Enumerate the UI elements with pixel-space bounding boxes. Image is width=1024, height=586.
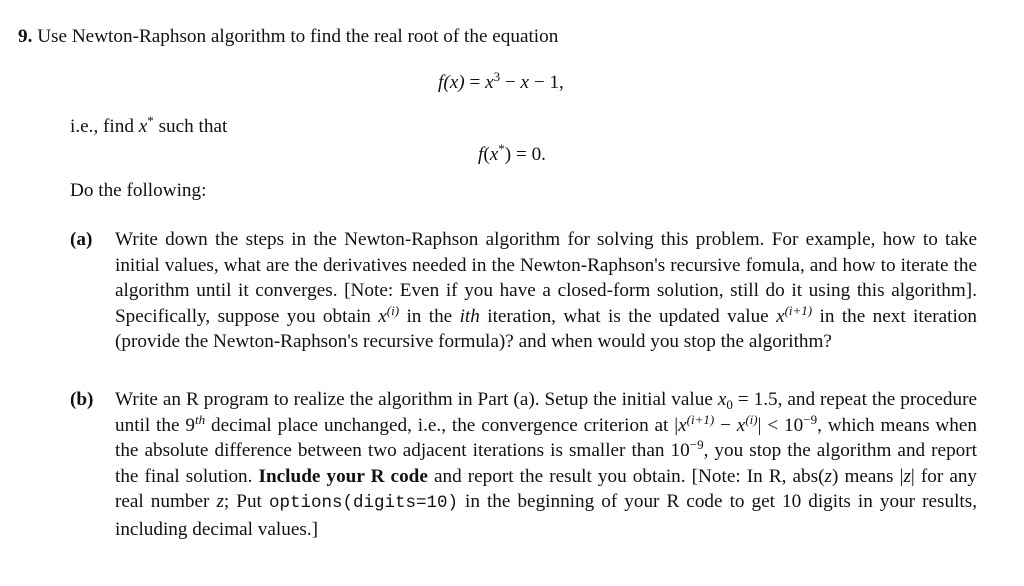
eq-x2: x [520,72,530,93]
part-b-text-11: in the beginning of your R code to get 10 digits in your results, including decimal values.] [115,491,977,540]
part-b-text-9: | for any real number [115,465,978,512]
part-b-text-2: = 1.5, and repeat the procedure until the 9 [115,389,977,436]
part-a-text-1: Write down the steps in the Newton-Raphson algorithm for solving this problem. For example, how to take initial values, what are the derivatives needed in the Newton-Raphson's recursive fomula, and how to iterate the algorithm until it converges. [Note: Even if you have a closed-form solution, still do it using this algorithm]. Specifically, suppose you obtain [115,229,977,327]
part-b-code: options(digits=10) [268,493,458,513]
root-equation [478,142,546,168]
part-a-body [115,227,977,355]
part-b-z2: z [903,465,911,487]
part-b-text-7: and report the result you obtain. [Note: In R, abs( [427,465,825,487]
part-a-sup-i: (i) [386,302,400,318]
problem-heading [18,24,558,50]
part-a-label: (a) [70,229,93,250]
eq-tail: − 1, [529,72,564,93]
eq-cube: 3 [493,69,501,84]
root-x: x [489,144,499,165]
part-b-text-6: , you stop the algorithm and report the final solution. [115,440,977,487]
x-star-star: * [147,113,154,128]
main-equation [438,70,564,96]
such-that-text: such that [153,116,228,137]
part-b-text-3: decimal place unchanged, i.e., the convergence criterion at | [205,414,679,436]
part-a-text-2: in the [399,305,460,327]
part-a-text-4: in the next iteration (provide the Newton-Raphson's recursive formula)? and when would you stop the algorithm? [115,305,977,352]
part-b-text-1: Write an R program to realize the algorithm in Part (a). Setup the initial value [115,389,718,410]
part-b-xa: x [678,414,687,436]
eq-f-of-x: f(x) [438,72,465,93]
part-a-text-3: iteration, what is the updated value [479,305,777,327]
part-b-exp-1: −9 [803,411,818,427]
part-a-x2: x [776,305,785,327]
part-a-sup-i1: (i+1) [784,302,813,318]
part-b-text-5: , which means when the absolute difference between two adjacent iterations is smaller than 10 [115,414,977,461]
part-b-bold-include: Include your R code [258,465,428,487]
root-f: f [478,144,484,165]
part-b-x0: x [717,389,727,410]
part-b-text-8: ) means | [831,465,904,487]
problem-number: 9. [18,26,33,47]
part-b-x0-sub: 0 [726,397,733,412]
part-b-xb: x [736,414,746,436]
part-b-body [115,387,977,542]
x-star-var: x [138,116,148,137]
eq-minus: − [500,72,521,93]
part-b-label: (b) [70,389,94,410]
part-b-text-4: | < 10 [757,414,804,436]
part-a-ith-th: th [464,305,480,327]
root-close: ) = 0. [504,144,546,165]
do-following: Do the following: [70,180,207,201]
root-open: ( [483,144,490,165]
part-b-th: th [194,411,206,427]
part-b-sup-a: (i+1) [686,411,715,427]
part-b-minus: − [714,414,737,436]
part-b-text-10: ; Put [223,491,269,512]
root-star: * [498,141,505,156]
part-b-sup-b: (i) [745,411,758,427]
part-a-x: x [378,305,387,327]
ie-text: i.e., find [70,116,139,137]
part-b-z3: z [216,491,224,512]
part-b-z1: z [824,465,832,487]
eq-x: x [485,72,494,93]
part-a-ith-i: i [459,305,465,327]
part-b-exp-2: −9 [689,437,704,452]
eq-equals: = [464,72,486,93]
ie-line [70,114,227,140]
problem-intro: Use Newton-Raphson algorithm to find the real root of the equation [37,26,559,47]
